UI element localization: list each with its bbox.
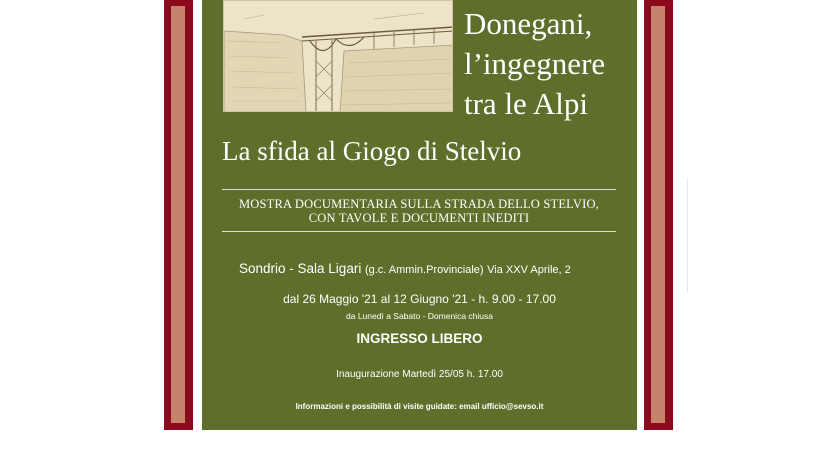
poster-title xyxy=(464,4,605,124)
exhibition-description xyxy=(222,197,616,225)
venue-note: (g.c. Ammin.Provinciale) xyxy=(364,264,484,276)
divider-bottom xyxy=(222,231,616,232)
venue-address: Via XXV Aprile, 2 xyxy=(487,264,571,276)
exhibition-dates: dal 26 Maggio '21 al 12 Giugno '21 - h. 9.00 - 17.00 xyxy=(283,292,556,306)
left-banner-inner xyxy=(171,6,185,423)
inauguration-text: Inaugurazione Martedì 25/05 h. 17.00 xyxy=(336,369,503,380)
divider-top xyxy=(222,189,616,190)
background-divider xyxy=(687,178,688,292)
opening-days: da Lunedì a Sabato - Domenica chiusa xyxy=(346,311,493,321)
description-line: CON TAVOLE E DOCUMENTI INEDITI xyxy=(308,211,530,225)
poster-subtitle: La sfida al Giogo di Stelvio xyxy=(222,136,522,166)
venue-name: Sondrio - Sala Ligari xyxy=(239,261,362,276)
free-entry-label: INGRESSO LIBERO xyxy=(356,331,483,346)
description-line: MOSTRA DOCUMENTARIA SULLA STRADA DELLO STELVIO, xyxy=(238,197,600,211)
title-line: Donegani, xyxy=(464,6,593,41)
left-decorative-banner xyxy=(164,0,193,430)
title-line: l’ingegnere xyxy=(464,46,606,81)
right-decorative-banner xyxy=(644,0,673,430)
exhibition-poster xyxy=(202,0,637,430)
venue-line xyxy=(239,261,571,276)
contact-info: Informazioni e possibilità di visite guidate: email ufficio@sevso.it xyxy=(295,402,544,411)
title-line: tra le Alpi xyxy=(464,86,588,121)
bridge-drawing-illustration xyxy=(224,1,453,112)
right-banner-inner xyxy=(651,6,665,423)
bridge-drawing xyxy=(223,0,453,112)
